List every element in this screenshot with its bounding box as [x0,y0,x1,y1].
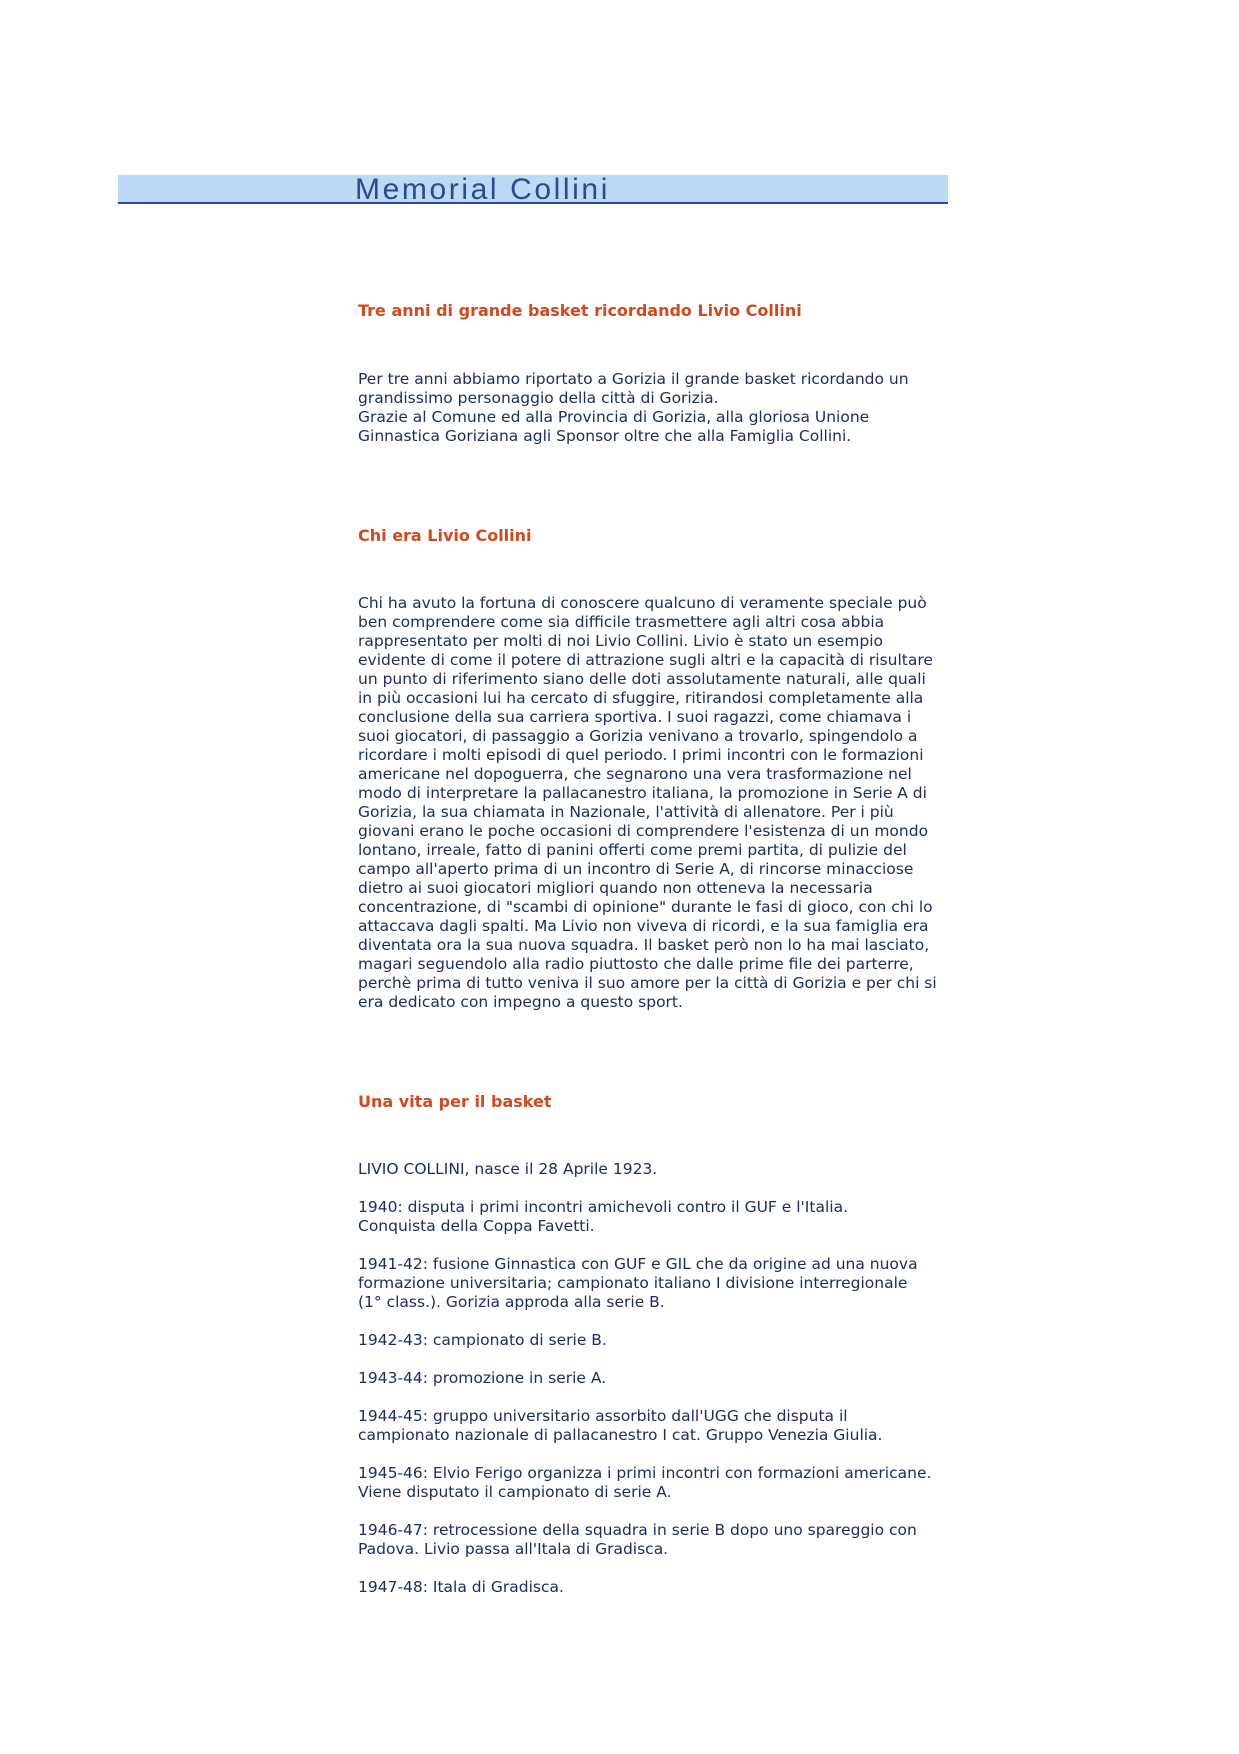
section-heading-tre-anni: Tre anni di grande basket ricordando Livio Collini [358,301,802,320]
section-paragraph-tre-anni [358,370,958,446]
timeline-entry [358,1160,958,1179]
text-line: perchè prima di tutto veniva il suo amore per la città di Gorizia e per chi si [358,974,937,992]
text-line: in più occasioni lui ha cercato di sfuggire, ritirandosi completamente alla [358,689,924,707]
text-line: dietro ai suoi giocatori migliori quando non otteneva la necessaria [358,879,873,897]
text-line: evidente di come il potere di attrazione sugli altri e la capacità di risultare [358,651,933,669]
text-line: Viene disputato il campionato di serie A. [358,1483,672,1501]
text-line: concentrazione, di "scambi di opinione" durante le fasi di gioco, con chi lo [358,898,933,916]
text-line: Conquista della Coppa Favetti. [358,1217,595,1235]
text-line: Chi ha avuto la fortuna di conoscere qualcuno di veramente speciale può [358,594,927,612]
text-line: Padova. Livio passa all'Itala di Gradisca. [358,1540,669,1558]
text-line: 1946-47: retrocessione della squadra in serie B dopo uno spareggio con [358,1521,917,1539]
text-line: grandissimo personaggio della città di Gorizia. [358,389,719,407]
text-line: 1944-45: gruppo universitario assorbito dall'UGG che disputa il [358,1407,848,1425]
section-paragraph-chi-era [358,594,958,1012]
timeline-entry [358,1331,958,1350]
text-line: (1° class.). Gorizia approda alla serie B. [358,1293,665,1311]
text-line: 1942-43: campionato di serie B. [358,1331,607,1349]
timeline-entry [358,1198,958,1236]
text-line: attaccava dagli spalti. Ma Livio non viveva di ricordi, e la sua famiglia era [358,917,929,935]
text-line: LIVIO COLLINI, nasce il 28 Aprile 1923. [358,1160,658,1178]
section-heading-una-vita: Una vita per il basket [358,1092,552,1111]
timeline-entry [358,1578,958,1597]
text-line: rappresentato per molti di noi Livio Collini. Livio è stato un esempio [358,632,884,650]
text-line: un punto di riferimento siano delle doti assolutamente naturali, alle quali [358,670,926,688]
timeline-entry [358,1255,958,1312]
text-line: ricordare i molti episodi di quel periodo. I primi incontri con le formazioni [358,746,924,764]
timeline-list [358,1160,958,1597]
text-line: conclusione della sua carriera sportiva. I suoi ragazzi, come chiamava i [358,708,912,726]
text-line: campo all'aperto prima di un incontro di Serie A, di rincorse minacciose [358,860,914,878]
text-line: Ginnastica Goriziana agli Sponsor oltre che alla Famiglia Collini. [358,427,852,445]
text-line: era dedicato con impegno a questo sport. [358,993,683,1011]
text-line: campionato nazionale di pallacanestro I cat. Gruppo Venezia Giulia. [358,1426,883,1444]
text-line: modo di interpretare la pallacanestro italiana, la promozione in Serie A di [358,784,927,802]
page-content [358,300,958,1616]
timeline-entry [358,1407,958,1445]
text-line: giovani erano le poche occasioni di comprendere l'esistenza di un mondo [358,822,929,840]
section-heading-chi-era: Chi era Livio Collini [358,526,532,545]
banner-title: Memorial Collini [355,173,610,206]
text-line: diventata ora la sua nuova squadra. Il basket però non lo ha mai lasciato, [358,936,930,954]
text-line: magari seguendolo alla radio piuttosto che dalle prime file dei parterre, [358,955,914,973]
timeline-entry [358,1521,958,1559]
text-line: Grazie al Comune ed alla Provincia di Gorizia, alla gloriosa Unione [358,408,870,426]
text-line: 1940: disputa i primi incontri amichevoli contro il GUF e l'Italia. [358,1198,848,1216]
text-line: suoi giocatori, di passaggio a Gorizia venivano a trovarlo, spingendolo a [358,727,918,745]
text-line: 1945-46: Elvio Ferigo organizza i primi incontri con formazioni americane. [358,1464,932,1482]
text-line: 1947-48: Itala di Gradisca. [358,1578,564,1596]
timeline-entry [358,1464,958,1502]
text-line: Gorizia, la sua chiamata in Nazionale, l'attività di allenatore. Per i più [358,803,894,821]
timeline-entry [358,1369,958,1388]
text-line: lontano, irreale, fatto di panini offerti come premi partita, di pulizie del [358,841,907,859]
text-line: formazione universitaria; campionato italiano I divisione interregionale [358,1274,908,1292]
text-line: Per tre anni abbiamo riportato a Gorizia il grande basket ricordando un [358,370,909,388]
text-line: 1943-44: promozione in serie A. [358,1369,607,1387]
text-line: 1941-42: fusione Ginnastica con GUF e GIL che da origine ad una nuova [358,1255,918,1273]
text-line: ben comprendere come sia difficile trasmettere agli altri cosa abbia [358,613,885,631]
text-line: americane nel dopoguerra, che segnarono una vera trasformazione nel [358,765,912,783]
